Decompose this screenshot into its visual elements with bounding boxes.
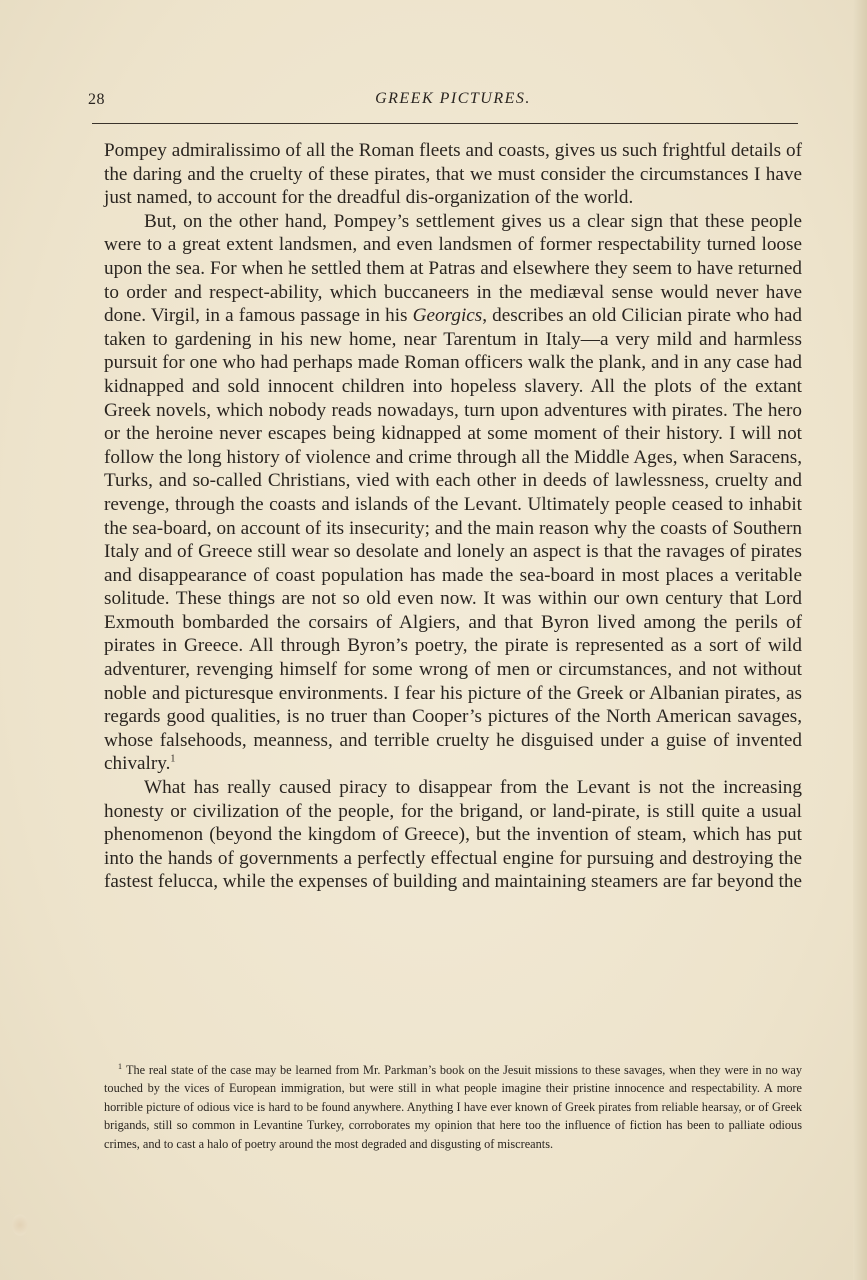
page-edge-shadow: [853, 0, 867, 1280]
footnotes: [104, 1061, 802, 1153]
page-number: 28: [88, 91, 105, 108]
paragraph-text: But, on the other hand, Pompey’s settlement gives us a clear sign that these people were to a great extent landsmen, and even landsmen of former respectability turned loose upon the sea. For when he settled them at Patras and elsewhere they seem to have returned to order and respect-ability, which buccaneers in the mediæval sense would never have done. Virgil, in a famous passage in his Georgics, describes an old Cilician pirate who had taken to gardening in his new home, near Tarentum in Italy—a very mild and harmless pursuit for one who had perhaps made Roman officers walk the plank, and in any case had kidnapped and sold innocent children into hopeless slavery. All the plots of the extant Greek novels, which nobody reads nowadays, turn upon adventures with pirates. The hero or the heroine never escapes being kidnapped at some moment of their history. I will not follow the long history of violence and crime through all the Middle Ages, when Saracens, Turks, and so-called Christians, vied with each other in deeds of lawlessness, cruelty and revenge, through the coasts and islands of the Levant. Ultimately people ceased to inhabit the sea-board, on account of its insecurity; and the main reason why the coasts of Southern Italy and of Greece still wear so desolate and lonely an aspect is that the ravages of pirates and disappearance of coast population has made the sea-board in most places a veritable solitude. These things are not so old even now. It was within our own century that Lord Exmouth bombarded the corsairs of Algiers, and that Byron lived among the perils of pirates in Greece. All through Byron’s poetry, the pirate is represented as a sort of wild adventurer, revenging himself for some wrong of men or circumstances, and not without noble and picturesque environments. I fear his picture of the Greek or Albanian pirates, as regards good qualities, is no truer than Cooper’s pictures of the North American savages, whose falsehoods, meanness, and terrible cruelty he disguised under a guise of invented chivalry.: [104, 210, 802, 775]
footnote: [104, 1061, 802, 1153]
header-rule: [92, 123, 798, 124]
footnote-reference: 1: [170, 754, 176, 766]
paper-stain: [12, 1214, 28, 1236]
book-title: Georgics: [412, 305, 483, 327]
running-header: [88, 88, 800, 114]
footnote-mark: 1: [118, 1061, 122, 1071]
running-title: GREEK PICTURES.: [375, 90, 531, 107]
paragraph: Pompey admiralissimo of all the Roman fleets and coasts, gives us such frightful details of the daring and the cruelty of these pirates, that we must consider the circumstances I have just named, to account for the dreadful dis-organization of the world.: [104, 140, 802, 209]
body-text: [104, 139, 802, 894]
paragraph: [104, 210, 802, 776]
footnote-text: The real state of the case may be learned from Mr. Parkman’s book on the Jesuit missions to these savages, when they were in no way touched by the vices of European immigration, but were still in what people imagine their pristine innocence and respectability. A more horrible picture of odious vice is hard to be found anywhere. Anything I have ever known of Greek pirates from reliable hearsay, or of Greek brigands, still so common in Levantine Turkey, corroborates my opinion that here too the influence of fiction has been to palliate odious crimes, and to cast a halo of poetry around the most degraded and disgusting of miscreants.: [104, 1063, 802, 1151]
paragraph: What has really caused piracy to disappear from the Levant is not the increasing honesty or civilization of the people, for the brigand, or land-pirate, is still quite a usual phenomenon (beyond the kingdom of Greece), but the invention of steam, which has put into the hands of governments a perfectly effectual engine for pursuing and destroying the fastest felucca, while the expenses of building and maintaining steamers are far beyond the: [104, 777, 802, 893]
